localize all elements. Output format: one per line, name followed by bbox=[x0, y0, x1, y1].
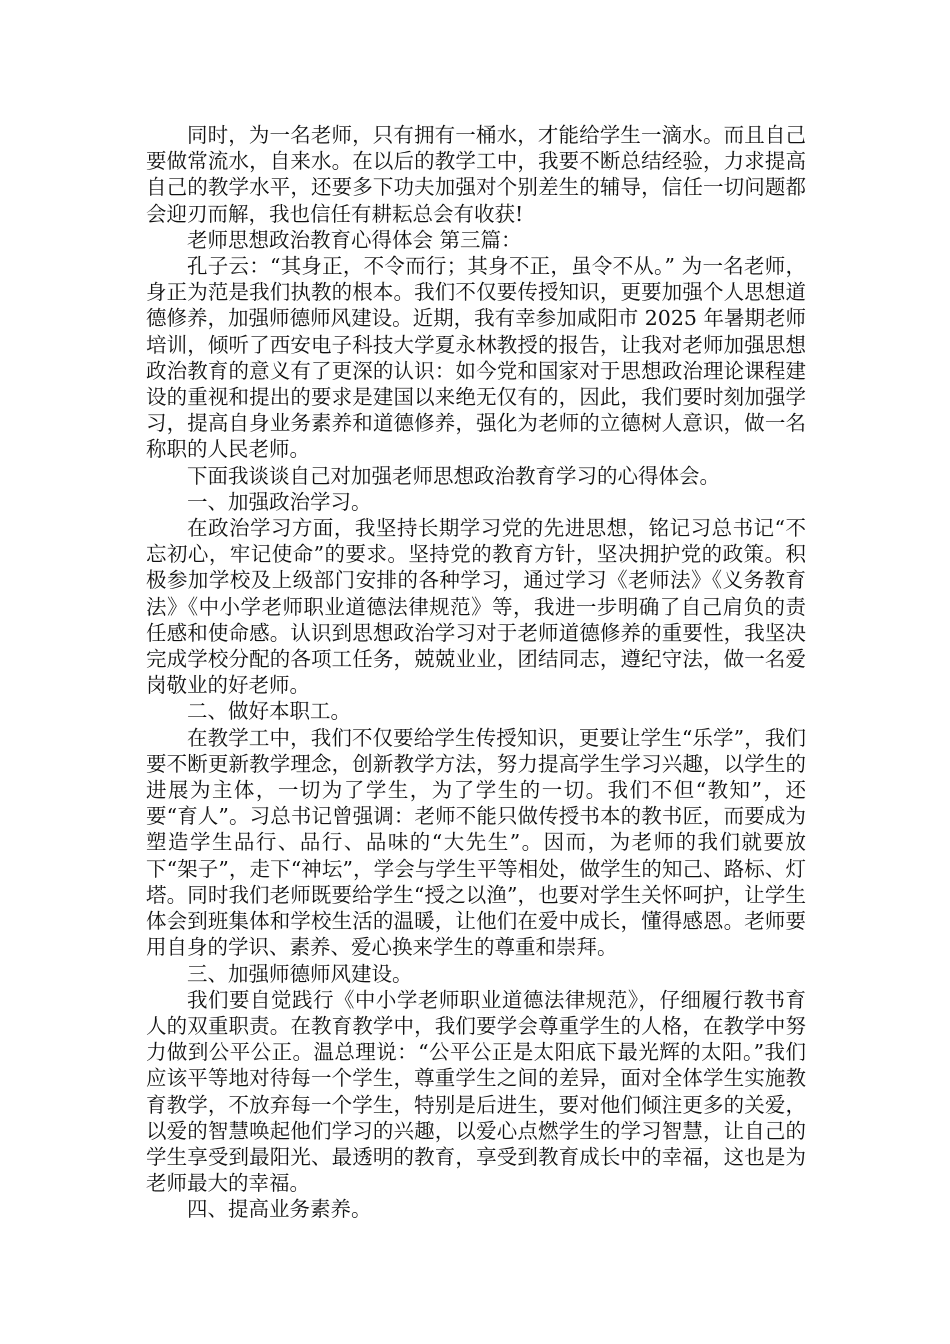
paragraph-political-study: 在政治学习方面，我坚持长期学习党的先进思想，铭记习总书记“不忘初心，牢记使命”的要求。坚持党的教育方针，坚决拥护党的政策。积极参加学校及上级部门安排的各种学习，通过学习《老师法》《义务教育法》《中小学老师职业道德法律规范》等，我进一步明确了自己肩负的责任感和使命感。认识到思想政治学习对于老师道德修养的重要性，我坚决完成学校分配的各项工任务，兢兢业业，团结同志，遵纪守法，做一名爱岗敬业的好老师。 bbox=[146, 516, 806, 698]
paragraph-own-work: 在教学工中，我们不仅要给学生传授知识，更要让学生“乐学”，我们要不断更新教学理念，创新教学方法，努力提高学生学习兴趣，以学生的进展为主体，一切为了学生，为了学生的一切。我们不但“教知”，还要“育人”。习总书记曾强调：老师不能只做传授书本的教书匠，而要成为塑造学生品行、品行、品味的“大先生”。因而，为老师的我们就要放下“架子”，走下“神坛”，学会与学生平等相处，做学生的知己、路标、灯塔。同时我们老师既要给学生“授之以渔”，也要对学生关怀呵护，让学生体会到班集体和学校生活的温暖，让他们在爱中成长，懂得感恩。老师要用自身的学识、素养、爱心换来学生的尊重和崇拜。 bbox=[146, 725, 806, 960]
document-page bbox=[146, 122, 806, 1223]
heading-own-work: 二、做好本职工。 bbox=[187, 699, 351, 724]
paragraph-ethics: 我们要自觉践行《中小学老师职业道德法律规范》，仔细履行教书育人的双重职责。在教育教学中，我们要学会尊重学生的人格，在教学中努力做到公平公正。温总理说：“公平公正是太阳底下最光辉的太阳。”我们应该平等地对待每一个学生，尊重学生之间的差异，面对全体学生实施教育教学，不放弃每一个学生，特别是后进生，要对他们倾注更多的关爱，以爱的智慧唤起他们学习的兴趣，以爱心点燃学生的学习智慧，让自己的学生享受到最阳光、最透明的教育，享受到教育成长中的幸福，这也是为老师最大的幸福。 bbox=[146, 987, 806, 1196]
heading-professional-quality: 四、提高业务素养。 bbox=[187, 1197, 372, 1222]
paragraph-teacher-water: 同时，为一名老师，只有拥有一桶水，才能给学生一滴水。而且自己要做常流水，自来水。在以后的教学工中，我要不断总结经验，力求提高自己的教学水平，还要多下功夫加强对个别差生的辅导，信任一切问题都会迎刃而解，我也信任有耕耘总会有收获! bbox=[146, 123, 806, 226]
section-title-part-three: 老师思想政治教育心得体会 第三篇： bbox=[187, 227, 522, 252]
paragraph-confucius: 孔子云：“其身正，不令而行；其身不正，虽令不从。” 为一名老师，身正为范是我们执教的根本。我们不仅要传授知识，更要加强个人思想道德修养，加强师德师风建设。近期，我有幸参加咸阳市 2025 年暑期老师培训，倾听了西安电子科技大学夏永林教授的报告，让我对老师加强思想政治教育的意义有了更深的认识：如今党和国家对于思想政治理论课程建设的重视和提出的要求是建国以来绝无仅有的，因此，我们要时刻加强学习，提高自身业务素养和道德修养，强化为老师的立德树人意识，做一名称职的人民老师。 bbox=[146, 254, 806, 462]
heading-ethics: 三、加强师德师风建设。 bbox=[187, 961, 413, 986]
paragraph-intro-experience: 下面我谈谈自己对加强老师思想政治教育学习的心得体会。 bbox=[187, 463, 720, 488]
heading-political-study: 一、加强政治学习。 bbox=[187, 489, 372, 514]
